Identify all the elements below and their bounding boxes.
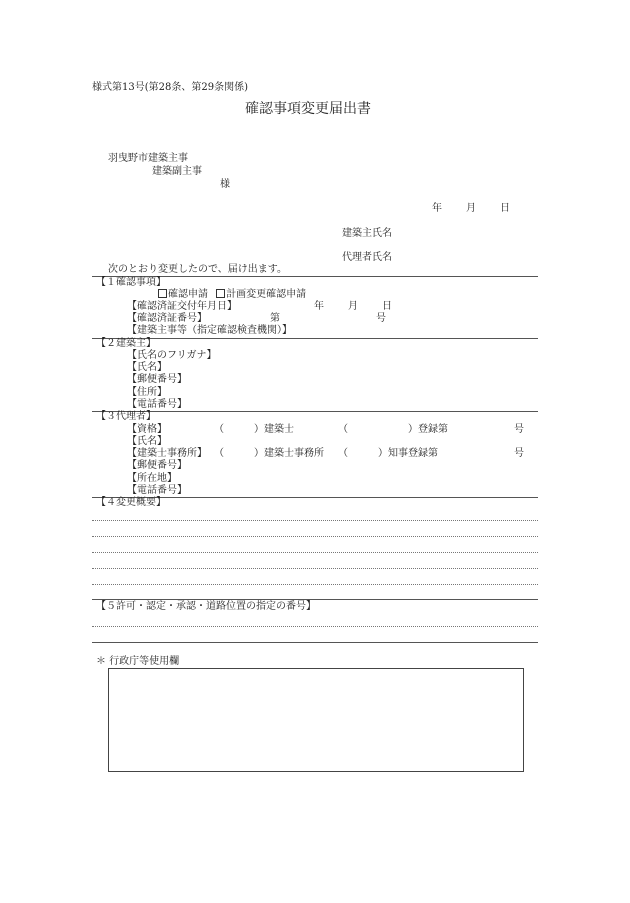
owner-name-label: 建築主氏名 [342,228,392,239]
date-day: 日 [500,203,510,214]
change-summary-line-2 [92,536,538,537]
agent-name-field-label: 【氏名】 [127,436,167,447]
agent-postal-label: 【郵便番号】 [127,460,187,471]
change-summary-line-1 [92,520,538,521]
owner-phone-label: 【電話番号】 [127,399,187,410]
checkbox-confirmation[interactable] [158,289,167,298]
issue-year: 年 [314,301,324,312]
checkbox-plan-change[interactable] [216,289,225,298]
addressee-honorific: 様 [220,179,230,190]
agent-qualification-go: 号 [514,424,524,435]
date-year: 年 [432,203,442,214]
issue-date-label: 【確認済証交付年月日】 [127,301,237,312]
issue-day: 日 [382,301,392,312]
section2-heading: 【２建築主】 [96,338,156,349]
agent-qualification-label: 【資格】 [127,424,167,435]
addressee-line1: 羽曳野市建築主事 [108,153,188,164]
section1-options [158,289,306,301]
agent-phone-label: 【電話番号】 [127,485,187,496]
agent-office-label: 【建築士事務所】 [127,448,207,459]
admin-use-box [108,668,524,772]
agent-office-go: 号 [514,448,524,459]
option-plan-change-label: 計画変更確認申請 [226,289,307,300]
agent-office-registration: （ ）知事登録第 [338,448,438,459]
cert-number-label: 【確認済証番号】 [127,313,207,324]
date-month: 月 [466,203,476,214]
owner-postal-label: 【郵便番号】 [127,374,187,385]
divider-section2 [92,338,538,339]
section4-heading: 【４変更概要】 [96,497,166,508]
cert-go: 号 [376,313,386,324]
intro-text: 次のとおり変更したので、届け出ます。 [108,264,287,275]
divider-section3 [92,411,538,412]
change-summary-line-5 [92,584,538,585]
agent-qualification-architect: （ ）建築士 [214,424,294,435]
addressee-line2: 建築副主事 [152,166,202,177]
divider-section5 [92,599,538,600]
document-title: 確認事項変更届出書 [245,101,371,117]
cert-dai: 第 [270,313,280,324]
agent-qualification-registration: （ ）登録第 [338,424,448,435]
option-confirmation-label: 確認申請 [168,289,208,300]
issue-month: 月 [348,301,358,312]
section3-heading: 【３代理者】 [96,411,156,422]
agent-name-label: 代理者氏名 [342,252,392,263]
admin-use-label: ＊ 行政庁等使用欄 [96,656,180,667]
section1-heading: 【１確認事項】 [96,277,166,288]
change-summary-line-3 [92,552,538,553]
owner-address-label: 【住所】 [127,387,167,398]
form-reference: 様式第13号(第28条、第29条関係) [92,82,248,93]
agent-location-label: 【所在地】 [127,473,177,484]
section5-heading: 【５許可・認定・承認・道路位置の指定の番号】 [96,601,316,612]
official-label: 【建築主事等（指定確認検査機関）】 [127,325,292,336]
change-summary-line-4 [92,568,538,569]
agent-office-type: （ ）建築士事務所 [214,448,324,459]
owner-name-field-label: 【氏名】 [127,362,167,373]
permit-number-line [92,626,538,627]
owner-furigana-label: 【氏名のフリガナ】 [127,350,217,361]
divider-bottom [92,642,538,643]
